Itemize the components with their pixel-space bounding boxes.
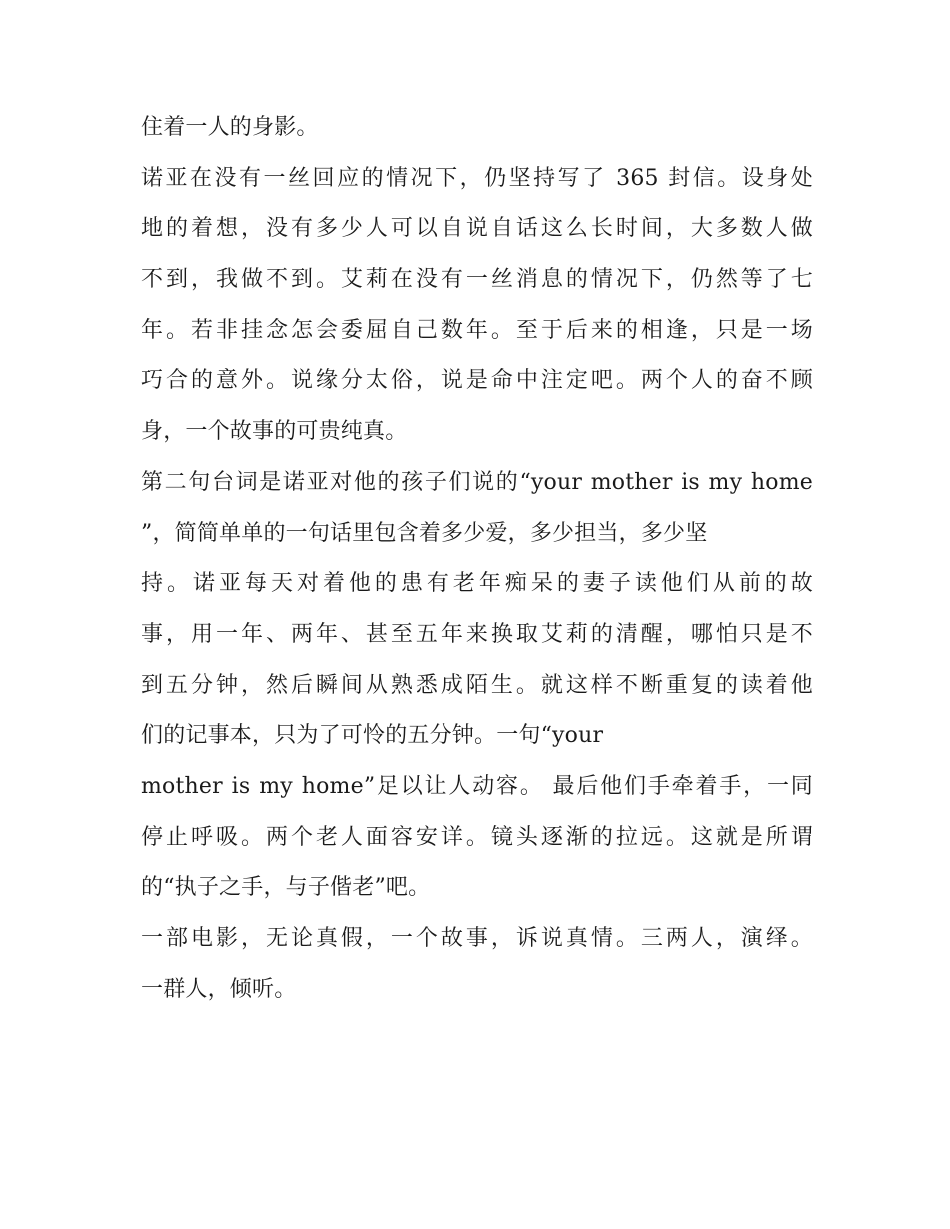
text-line: 第二句台词是诺亚对他的孩子们说的“your mother is my home xyxy=(141,469,813,495)
text-line: 身，一个故事的可贵纯真。 xyxy=(141,419,408,445)
text-line: 地的着想，没有多少人可以自说自话这么长时间，大多数人做 xyxy=(141,216,813,242)
text-line: 停止呼吸。两个老人面容安详。镜头逐渐的拉远。这就是所谓 xyxy=(141,824,813,850)
text-line: 一群人，倾听。 xyxy=(141,976,297,1002)
document-body xyxy=(141,103,813,1015)
text-line: 年。若非挂念怎会委屈自己数年。至于后来的相逢，只是一场 xyxy=(141,317,813,343)
text-line: 的“执子之手，与子偕老”吧。 xyxy=(141,875,431,901)
text-line: 到五分钟，然后瞬间从熟悉成陌生。就这样不断重复的读着他 xyxy=(141,672,813,698)
text-line: ”，简简单单的一句话里包含着多少爱，多少担当，多少坚 xyxy=(141,520,708,546)
text-line: 不到，我做不到。艾莉在没有一丝消息的情况下，仍然等了七 xyxy=(141,267,813,293)
text-line: 们的记事本，只为了可怜的五分钟。一句“your xyxy=(141,723,604,749)
text-line: 巧合的意外。说缘分太俗，说是命中注定吧。两个人的奋不顾 xyxy=(141,368,813,394)
text-line: 诺亚在没有一丝回应的情况下，仍坚持写了 365 封信。设身处 xyxy=(141,165,813,191)
text-line: 住着一人的身影。 xyxy=(141,115,319,140)
text-line: 事，用一年、两年、甚至五年来换取艾莉的清醒，哪怕只是不 xyxy=(141,621,813,647)
text-line: mother is my home”足以让人动容。 最后他们手牵着手，一同 xyxy=(141,773,813,799)
text-line: 一部电影，无论真假，一个故事，诉说真情。三两人，演绎。 xyxy=(141,926,813,951)
text-line: 持。诺亚每天对着他的患有老年痴呆的妻子读他们从前的故 xyxy=(141,571,813,597)
